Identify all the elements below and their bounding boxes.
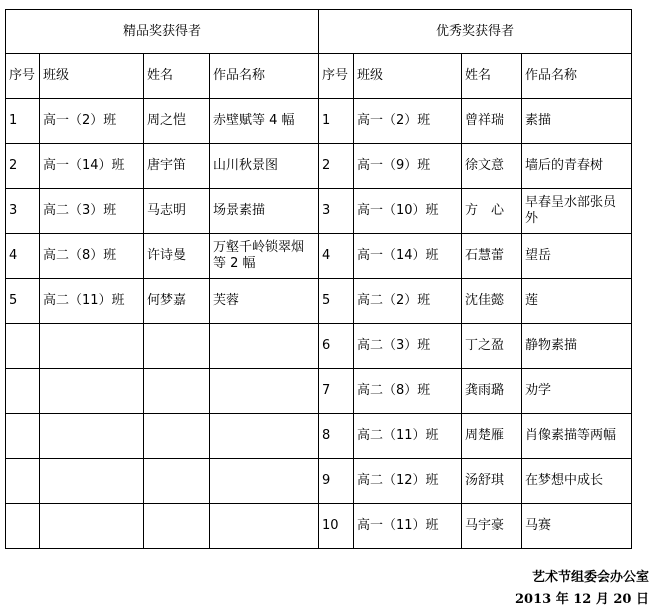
excellent-name-cell: 石慧蕾 bbox=[462, 234, 522, 279]
header-name: 姓名 bbox=[462, 54, 522, 99]
boutique-work-cell bbox=[210, 414, 319, 459]
table-row bbox=[6, 234, 632, 279]
header-work: 作品名称 bbox=[210, 54, 319, 99]
excellent-class-cell: 高一（9）班 bbox=[354, 144, 462, 189]
boutique-no-cell: 5 bbox=[6, 279, 40, 324]
excellent-work-cell: 莲 bbox=[522, 279, 632, 324]
excellent-no-cell: 3 bbox=[319, 189, 354, 234]
awards-table bbox=[5, 9, 632, 549]
table-row bbox=[6, 369, 632, 414]
table-row bbox=[6, 459, 632, 504]
header-no: 序号 bbox=[319, 54, 354, 99]
boutique-no-cell bbox=[6, 414, 40, 459]
excellent-name-cell: 曾祥瑞 bbox=[462, 99, 522, 144]
boutique-class-cell bbox=[40, 414, 144, 459]
excellent-name-cell: 周楚雁 bbox=[462, 414, 522, 459]
boutique-class-cell bbox=[40, 369, 144, 414]
boutique-class-cell bbox=[40, 324, 144, 369]
excellent-name-cell: 汤舒琪 bbox=[462, 459, 522, 504]
excellent-name-cell: 马宇豪 bbox=[462, 504, 522, 549]
excellent-class-cell: 高一（2）班 bbox=[354, 99, 462, 144]
boutique-class-cell: 高一（2）班 bbox=[40, 99, 144, 144]
table-row bbox=[6, 414, 632, 459]
boutique-no-cell: 3 bbox=[6, 189, 40, 234]
excellent-work-cell: 静物素描 bbox=[522, 324, 632, 369]
boutique-work-cell bbox=[210, 459, 319, 504]
boutique-work-cell bbox=[210, 504, 319, 549]
boutique-name-cell: 周之恺 bbox=[144, 99, 210, 144]
boutique-class-cell bbox=[40, 504, 144, 549]
table-row bbox=[6, 504, 632, 549]
excellent-no-cell: 2 bbox=[319, 144, 354, 189]
excellent-name-cell: 沈佳懿 bbox=[462, 279, 522, 324]
excellent-class-cell: 高一（11）班 bbox=[354, 504, 462, 549]
boutique-no-cell: 2 bbox=[6, 144, 40, 189]
table-row bbox=[6, 189, 632, 234]
boutique-name-cell bbox=[144, 504, 210, 549]
header-no: 序号 bbox=[6, 54, 40, 99]
boutique-work-cell: 赤壁赋等 4 幅 bbox=[210, 99, 319, 144]
boutique-work-cell bbox=[210, 369, 319, 414]
boutique-class-cell bbox=[40, 459, 144, 504]
excellent-work-cell: 早春呈水部张员外 bbox=[522, 189, 632, 234]
excellent-name-cell: 龚雨璐 bbox=[462, 369, 522, 414]
boutique-no-cell: 1 bbox=[6, 99, 40, 144]
excellent-no-cell: 6 bbox=[319, 324, 354, 369]
excellent-no-cell: 5 bbox=[319, 279, 354, 324]
excellent-work-cell: 素描 bbox=[522, 99, 632, 144]
boutique-no-cell bbox=[6, 324, 40, 369]
boutique-class-cell: 高一（14）班 bbox=[40, 144, 144, 189]
excellent-class-cell: 高二（8）班 bbox=[354, 369, 462, 414]
boutique-work-cell: 万壑千岭锁翠烟等 2 幅 bbox=[210, 234, 319, 279]
boutique-class-cell: 高二（3）班 bbox=[40, 189, 144, 234]
excellent-no-cell: 4 bbox=[319, 234, 354, 279]
header-class: 班级 bbox=[40, 54, 144, 99]
excellent-no-cell: 9 bbox=[319, 459, 354, 504]
excellent-work-cell: 墙后的青春树 bbox=[522, 144, 632, 189]
table-row bbox=[6, 99, 632, 144]
excellent-class-cell: 高二（12）班 bbox=[354, 459, 462, 504]
excellent-name-cell: 方 心 bbox=[462, 189, 522, 234]
excellent-class-cell: 高二（11）班 bbox=[354, 414, 462, 459]
boutique-no-cell: 4 bbox=[6, 234, 40, 279]
group-title-row bbox=[6, 10, 632, 54]
boutique-name-cell: 何梦嘉 bbox=[144, 279, 210, 324]
boutique-name-cell bbox=[144, 369, 210, 414]
header-class: 班级 bbox=[354, 54, 462, 99]
excellent-award-title: 优秀奖获得者 bbox=[319, 10, 632, 54]
boutique-name-cell bbox=[144, 459, 210, 504]
excellent-no-cell: 8 bbox=[319, 414, 354, 459]
excellent-no-cell: 10 bbox=[319, 504, 354, 549]
issue-date: 2013 年 12 月 20 日 bbox=[515, 592, 649, 607]
boutique-class-cell: 高二（8）班 bbox=[40, 234, 144, 279]
column-header-row bbox=[6, 54, 632, 99]
boutique-work-cell: 场景素描 bbox=[210, 189, 319, 234]
table-row bbox=[6, 324, 632, 369]
excellent-work-cell: 劝学 bbox=[522, 369, 632, 414]
boutique-work-cell: 芙蓉 bbox=[210, 279, 319, 324]
excellent-class-cell: 高一（14）班 bbox=[354, 234, 462, 279]
excellent-class-cell: 高二（2）班 bbox=[354, 279, 462, 324]
boutique-no-cell bbox=[6, 369, 40, 414]
excellent-no-cell: 7 bbox=[319, 369, 354, 414]
organizer-signature: 艺术节组委会办公室 bbox=[531, 570, 649, 585]
boutique-award-title: 精品奖获得者 bbox=[6, 10, 319, 54]
excellent-work-cell: 马赛 bbox=[522, 504, 632, 549]
excellent-name-cell: 徐文意 bbox=[462, 144, 522, 189]
boutique-no-cell bbox=[6, 504, 40, 549]
boutique-no-cell bbox=[6, 459, 40, 504]
boutique-work-cell bbox=[210, 324, 319, 369]
table-row bbox=[6, 144, 632, 189]
boutique-name-cell bbox=[144, 414, 210, 459]
boutique-name-cell: 唐宇笛 bbox=[144, 144, 210, 189]
excellent-name-cell: 丁之盈 bbox=[462, 324, 522, 369]
boutique-name-cell bbox=[144, 324, 210, 369]
boutique-work-cell: 山川秋景图 bbox=[210, 144, 319, 189]
boutique-name-cell: 马志明 bbox=[144, 189, 210, 234]
excellent-class-cell: 高一（10）班 bbox=[354, 189, 462, 234]
excellent-work-cell: 肖像素描等两幅 bbox=[522, 414, 632, 459]
excellent-no-cell: 1 bbox=[319, 99, 354, 144]
excellent-work-cell: 望岳 bbox=[522, 234, 632, 279]
boutique-name-cell: 许诗曼 bbox=[144, 234, 210, 279]
excellent-class-cell: 高二（3）班 bbox=[354, 324, 462, 369]
boutique-class-cell: 高二（11）班 bbox=[40, 279, 144, 324]
header-name: 姓名 bbox=[144, 54, 210, 99]
header-work: 作品名称 bbox=[522, 54, 632, 99]
excellent-work-cell: 在梦想中成长 bbox=[522, 459, 632, 504]
table-row bbox=[6, 279, 632, 324]
